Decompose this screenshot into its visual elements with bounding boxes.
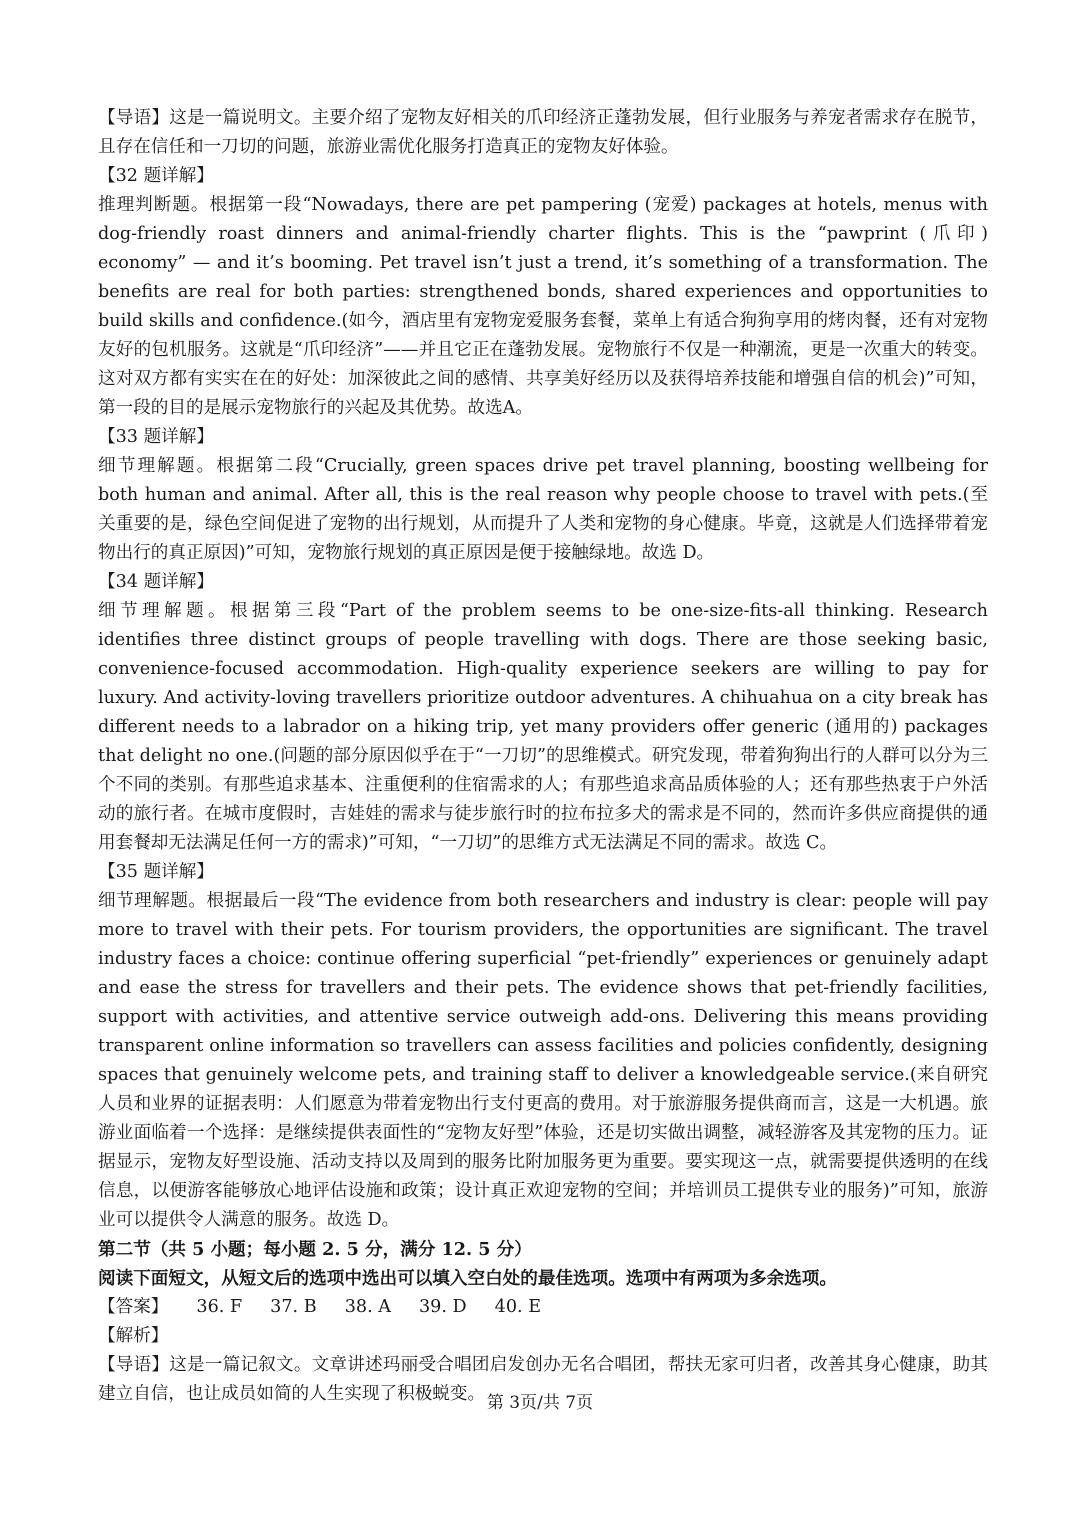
answer-label: 【答案】 bbox=[98, 1297, 169, 1317]
q34-explanation: 细节理解题。根据第三段“Part of the problem seems to be one-size-fits-all thinking. Research identifies three distinct groups of people travelling with dogs. There are those seeking basic, convenience-focused accommodation. High-quality experience seekers are willing to pay for luxury. And activity-loving travellers prioritize outdoor adventures. A chihuahua on a city break has different needs to a labrador on a hiking trip, yet many providers offer generic (通用的) packages that delight no one.(问题的部分原因似乎在于“一刀切”的思维模式。研究发现，带着狗狗出行的人群可以分为三个不同的类别。有那些追求基本、注重便利的住宿需求的人；有那些追求高品质体验的人；还有那些热衷于户外活动的旅行者。在城市度假时，吉娃娃的需求与徒步旅行时的拉布拉多犬的需求是不同的，然而许多供应商提供的通用套餐却无法满足任何一方的需求)”可知，“一刀切”的思维方式无法满足不同的需求。故选 C。 bbox=[98, 601, 988, 853]
q32-explanation: 推理判断题。根据第一段“Nowadays, there are pet pampering (宠爱) packages at hotels, menus with dog-friendly roast dinners and animal-friendly charter flights. This is the “pawprint (爪印) economy” — and it’s booming. Pet travel isn’t just a trend, it’s something of a transformation. The benefits are real for both parties: strengthened bonds, shared experiences and opportunities to build skills and confidence.(如今，酒店里有宠物宠爱服务套餐，菜单上有适合狗狗享用的烤肉餐，还有对宠物友好的包机服务。这就是“爪印经济”——并且它正在蓬勃发展。宠物旅行不仅是一种潮流，更是一次重大的转变。这对双方都有实实在在的好处：加深彼此之间的感情、共享美好经历以及获得培养技能和增强自信的机会)”可知，第一段的目的是展示宠物旅行的兴起及其优势。故选A。 bbox=[98, 195, 988, 418]
q33-explanation: 细节理解题。根据第二段“Crucially, green spaces drive pet travel planning, boosting wellbeing for both human and animal. After all, this is the real reason why people choose to travel with pets.(至关重要的是，绿色空间促进了宠物的出行规划，从而提升了人类和宠物的身心健康。毕竟，这就是人们选择带着宠物出行的真正原因)”可知，宠物旅行规划的真正原因是便于接触绿地。故选 D。 bbox=[98, 456, 988, 563]
q33-heading: 【33 题详解】 bbox=[98, 427, 214, 447]
document-body bbox=[98, 104, 988, 1409]
answer-item: 36. F bbox=[196, 1297, 243, 1317]
answer-item: 40. E bbox=[494, 1297, 542, 1317]
q35-heading: 【35 题详解】 bbox=[98, 862, 214, 882]
analysis-label: 【解析】 bbox=[98, 1326, 169, 1346]
answer-item: 38. A bbox=[344, 1297, 391, 1317]
answer-item: 39. D bbox=[418, 1297, 467, 1317]
answer-line bbox=[98, 1293, 988, 1322]
page-footer: 第 3页/共 7页 bbox=[486, 1393, 594, 1413]
intro2-paragraph: 【导语】这是一篇记叙文。文章讲述玛丽受合唱团启发创办无名合唱团，帮扶无家可归者，改善其身心健康，助其建立自信，也让成员如简的人生实现了积极蜕变。 bbox=[98, 1355, 988, 1404]
section2-instruction: 阅读下面短文，从短文后的选项中选出可以填入空白处的最佳选项。选项中有两项为多余选项。 bbox=[98, 1268, 837, 1289]
q35-explanation: 细节理解题。根据最后一段“The evidence from both researchers and industry is clear: people will pay more to travel with their pets. For tourism providers, the opportunities are significant. The travel industry faces a choice: continue offering superficial “pet-friendly” experiences or genuinely adapt and ease the stress for travellers and their pets. The evidence shows that pet-friendly facilities, support with activities, and attentive service outweigh add-ons. Delivering this means providing transparent online information so travellers can assess facilities and policies confidently, designing spaces that genuinely welcome pets, and training staff to deliver a knowledgeable service.(来自研究人员和业界的证据表明：人们愿意为带着宠物出行支付更高的费用。对于旅游服务提供商而言，这是一大机遇。旅游业面临着一个选择：是继续提供表面性的“宠物友好型”体验，还是切实做出调整，减轻游客及其宠物的压力。证据显示，宠物友好型设施、活动支持以及周到的服务比附加服务更为重要。要实现这一点，就需要提供透明的在线信息，以便游客能够放心地评估设施和政策；设计真正欢迎宠物的空间；并培训员工提供专业的服务)”可知，旅游业可以提供令人满意的服务。故选 D。 bbox=[98, 891, 988, 1230]
q32-heading: 【32 题详解】 bbox=[98, 166, 214, 186]
answer-item: 37. B bbox=[270, 1297, 317, 1317]
intro-paragraph: 【导语】这是一篇说明文。主要介绍了宠物友好相关的爪印经济正蓬勃发展，但行业服务与养宠者需求存在脱节，且存在信任和一刀切的问题，旅游业需优化服务打造真正的宠物友好体验。 bbox=[98, 108, 988, 157]
q34-heading: 【34 题详解】 bbox=[98, 572, 214, 592]
section2-title: 第二节（共 5 小题；每小题 2. 5 分，满分 12. 5 分） bbox=[98, 1239, 532, 1260]
